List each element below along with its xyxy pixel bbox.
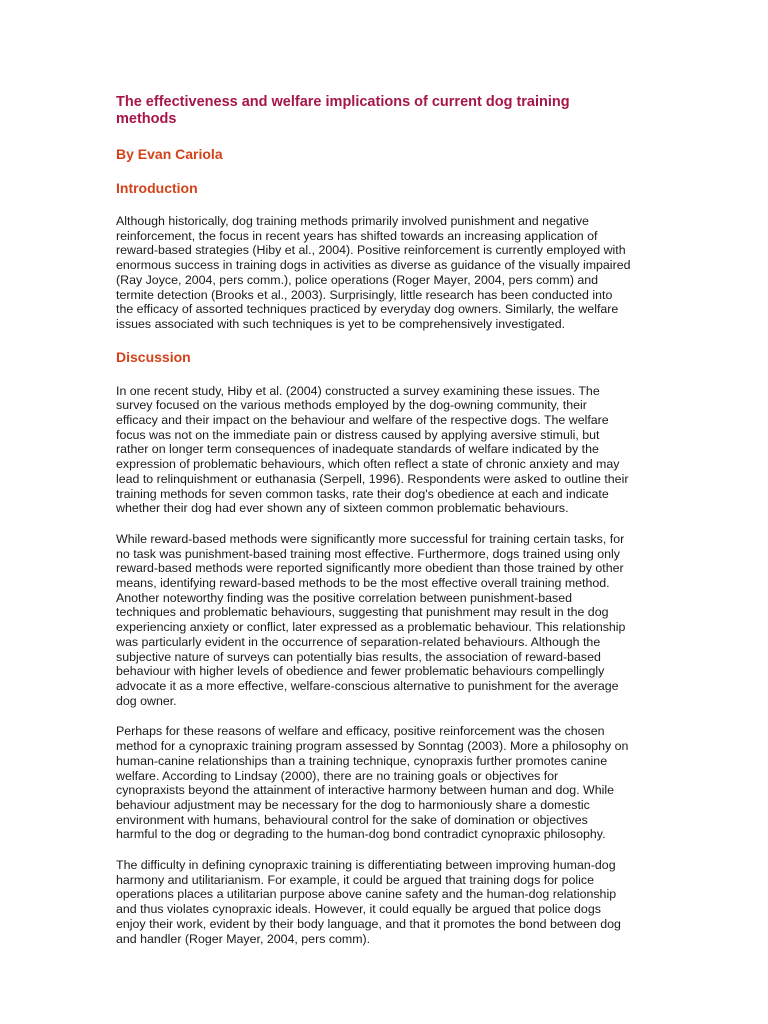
paragraph-line: reward-based strategies (Hiby et al., 2004). Positive reinforcement is currently employed with [116,243,626,258]
paragraph-line: lead to relinquishment or euthanasia (Serpell, 1996). Respondents were asked to outline their [116,471,629,486]
paragraph-line: reward-based methods were reported significantly more obedient than those trained by other [116,561,624,576]
paragraph-line: focus was not on the immediate pain or distress caused by applying aversive stimuli, but [116,427,600,442]
paragraph-line: dog owner. [116,693,177,708]
paragraph-line: behaviour with higher levels of obedience and fewer problematic behaviours compellingly [116,664,605,679]
section-heading-introduction: Introduction [116,180,198,196]
paragraph-line: expression of problematic behaviours, which often reflect a state of chronic anxiety and may [116,457,620,472]
paragraph-introduction [116,214,656,332]
paragraph-line: Although historically, dog training methods primarily involved punishment and negative [116,214,589,228]
paragraph-line: termite detection (Brooks et al., 2003). Surprisingly, little research has been conducted into [116,287,613,302]
author-byline: By Evan Cariola [116,146,223,162]
paragraph-line: enjoy their work, evident by their body language, and that it promotes the bond between dog [116,916,621,931]
paragraph-discussion-2 [116,532,656,708]
paragraph-line: operations places a utilitarian purpose above canine safety and the human-dog relationship [116,887,617,902]
paragraph-line: method for a cynopraxic training program assessed by Sonntag (2003). More a philosophy on [116,739,629,754]
paragraph-line: human-canine relationships than a training technique, cynopraxis further promotes canine [116,753,608,768]
paragraph-line: reinforcement, the focus in recent years has shifted towards an increasing application of [116,228,598,243]
paragraph-line: In one recent study, Hiby et al. (2004) constructed a survey examining these issues. The [116,383,600,398]
paragraph-line: advocate it as a more effective, welfare-conscious alternative to punishment for the average [116,678,619,693]
paragraph-line: behaviour adjustment may be necessary for the dog to harmoniously share a domestic [116,797,590,812]
paragraph-line: Perhaps for these reasons of welfare and efficacy, positive reinforcement was the chosen [116,724,605,739]
paragraph-line: enormous success in training dogs in activities as diverse as guidance of the visually impaired [116,258,631,273]
paragraph-line: experiencing anxiety or conflict, later expressed as a problematic behaviour. This relationship [116,620,626,635]
paragraph-line: and handler (Roger Mayer, 2004, pers comm). [116,931,371,946]
paragraph-line: (Ray Joyce, 2004, pers comm.), police operations (Roger Mayer, 2004, pers comm) and [116,272,599,287]
document-page [116,94,656,946]
paragraph-line: The difficulty in defining cynopraxic training is differentiating between improving human-dog [116,858,616,873]
paragraph-line: welfare. According to Lindsay (2000), there are no training goals or objectives for [116,768,559,783]
paragraph-line: Another noteworthy finding was the positive correlation between punishment-based [116,590,572,605]
paragraph-discussion-3 [116,724,656,842]
paragraph-discussion-1 [116,384,656,516]
paragraph-line: the efficacy of assorted techniques practiced by everyday dog owners. Similarly, the welfare [116,302,619,317]
paragraph-line: cynopraxists beyond the attainment of interactive harmony between human and dog. While [116,783,614,798]
paragraph-line: whether their dog had ever shown any of sixteen common problematic behaviours. [116,501,569,516]
paragraph-line: While reward-based methods were significantly more successful for training certain tasks, for [116,531,625,546]
paragraph-line: techniques and problematic behaviours, suggesting that punishment may result in the dog [116,605,609,620]
paragraph-line: means, identifying reward-based methods to be the most effective overall training method. [116,576,610,591]
paragraph-line: subjective nature of surveys can potentially bias results, the association of reward-based [116,649,601,664]
paragraph-line: was particularly evident in the occurrence of separation-related behaviours. Although the [116,634,601,649]
paragraph-line: issues associated with such techniques is yet to be comprehensively investigated. [116,316,566,331]
paragraph-line: survey focused on the various methods employed by the dog-owning community, their [116,398,587,413]
document-title: The effectiveness and welfare implications of current dog training methods [116,94,570,127]
paragraph-line: environment with humans, behavioural control for the sake of domination or objectives [116,812,588,827]
paragraph-line: efficacy and their impact on the behaviour and welfare of the respective dogs. The welfare [116,413,609,428]
paragraph-line: no task was punishment-based training most effective. Furthermore, dogs trained using only [116,546,620,561]
paragraph-line: harmony and utilitarianism. For example, it could be argued that training dogs for police [116,872,594,887]
paragraph-discussion-4 [116,858,656,946]
paragraph-line: and thus violates cynopraxic ideals. However, it could equally be argued that police dogs [116,902,601,917]
paragraph-line: harmful to the dog or degrading to the human-dog bond contradict cynopraxic philosophy. [116,827,606,842]
paragraph-line: rather on longer term consequences of inadequate standards of welfare indicated by the [116,442,599,457]
paragraph-line: training methods for seven common tasks, rate their dog's obedience at each and indicate [116,486,609,501]
section-heading-discussion: Discussion [116,348,191,365]
